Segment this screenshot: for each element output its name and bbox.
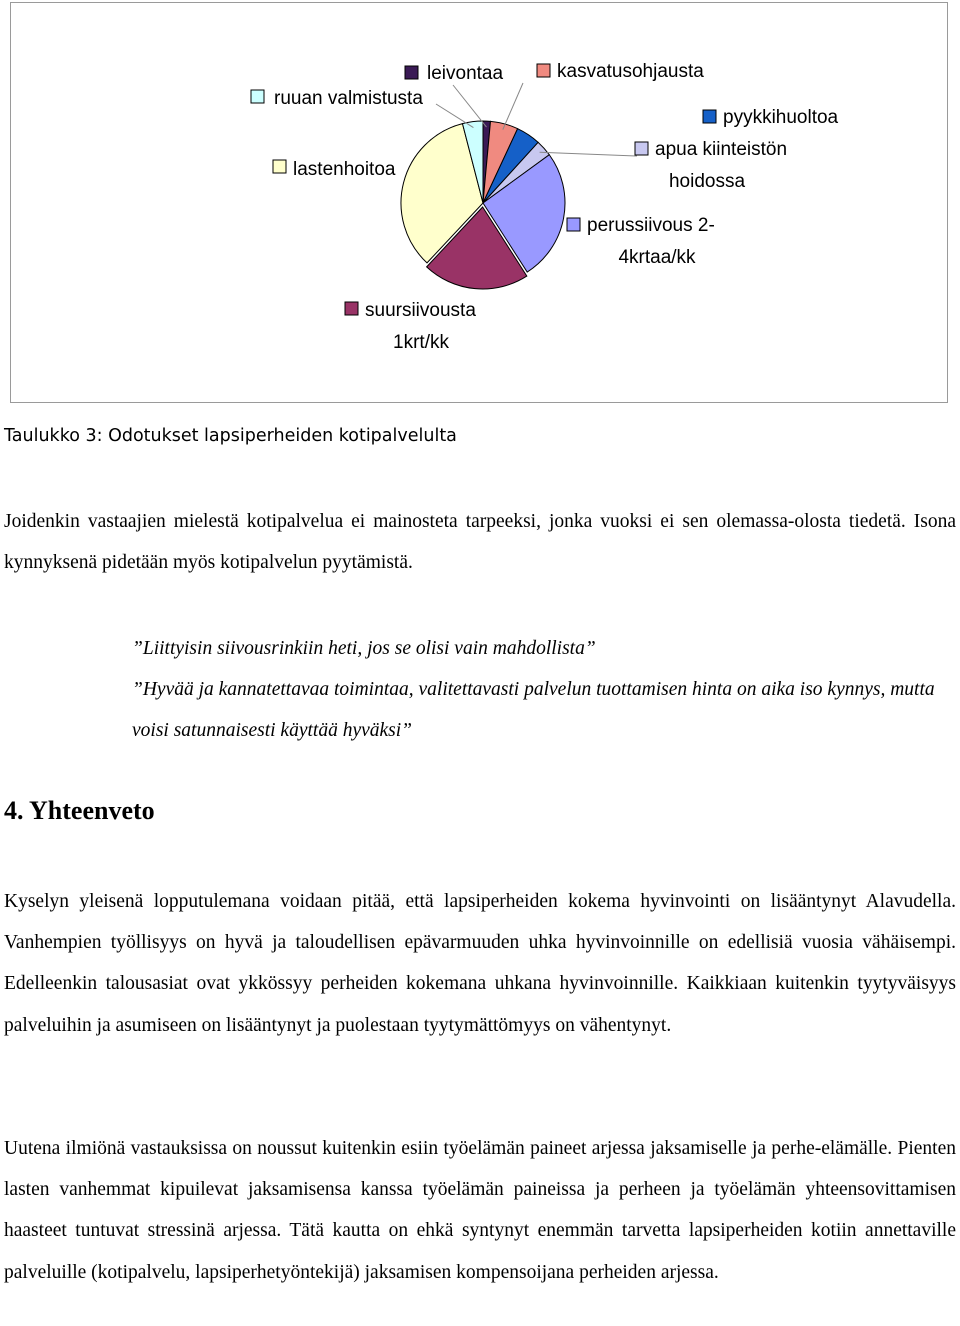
legend-swatch <box>405 66 418 79</box>
leader-line <box>540 152 637 156</box>
paragraph-summary: Kyselyn yleisenä lopputulemana voidaan pitää, että lapsiperheiden kokema hyvinvointi on lisääntynyt Alavudella. Vanhempien työllisyys on hyvä ja taloudellisen epävarmuuden uhka hyvinvoinnille on edellisiä vuosia vähäisempi. Edelleenkin talousasiat ovat ykkössyy perheiden kokemana uhkana hyvinvoinnille. Kaikkiaan kuitenkin tyytyväisyys palveluihin ja asumiseen on lisääntynyt ja puolestaan tyytymättömyys on vähentynyt. <box>4 891 956 1036</box>
leader-line <box>453 85 486 127</box>
section-heading: 4. Yhteenveto <box>4 796 155 825</box>
paragraph-advertising: Joidenkin vastaajien mielestä kotipalvelua ei mainosteta tarpeeksi, jonka vuoksi ei sen olemassa-olosta tiedetä. Isona kynnyksenä pidetään myös kotipalvelun pyytämistä. <box>4 511 956 574</box>
quote-price-threshold: ”Hyvää ja kannatettavaa toimintaa, valitettavasti palvelun tuottamisen hinta on aika iso kynnys, mutta voisi satunnaisesti käyttää hyväksi” <box>132 679 935 741</box>
leader-line <box>503 83 523 130</box>
legend-label-line2: 4krtaa/kk <box>618 247 696 268</box>
legend-label-line2: 1krt/kk <box>393 332 449 353</box>
legend-swatch <box>635 142 648 155</box>
legend-label-line2: hoidossa <box>668 171 746 192</box>
legend-label: perussiivous 2- <box>587 215 715 236</box>
legend-swatch <box>273 160 286 173</box>
legend-label: leivontaa <box>427 63 504 84</box>
leader-line <box>436 104 473 128</box>
legend-swatch <box>703 110 716 123</box>
legend-label: apua kiinteistön <box>655 139 788 160</box>
table-caption: Taulukko 3: Odotukset lapsiperheiden kotipalvelulta <box>4 426 457 446</box>
legend-label: kasvatusohjausta <box>557 61 704 82</box>
paragraph-work-pressure: Uutena ilmiönä vastauksissa on noussut kuitenkin esiin työelämän paineet arjessa jaksamiselle ja perhe-elämälle. Pienten lasten vanhemmat kipuilevat jaksamisensa kanssa työelämän paineissa ja perheen ja työelämän yhteensovittamisen haasteet tuntuvat stressinä arjessa. Tätä kautta on ehkä syntynyt enemmän tarvetta lapsiperheiden kotiin annettaville palveluille (kotipalvelu, lapsiperhetyöntekijä) jaksamisen kompensoijana perheiden arjessa. <box>4 1138 956 1283</box>
legend-swatch <box>345 302 358 315</box>
legend-label: lastenhoitoa <box>293 159 396 180</box>
legend-label: pyykkihuoltoa <box>723 107 839 128</box>
legend-label: ruuan valmistusta <box>274 88 423 109</box>
quote-cleaning-ring: ”Liittyisin siivousrinkiin heti, jos se olisi vain mahdollista” <box>132 638 596 659</box>
legend-swatch <box>251 90 264 103</box>
pie-chart-frame <box>10 2 948 403</box>
legend-swatch <box>537 64 550 77</box>
pie-chart <box>11 3 949 404</box>
legend-label: suursiivousta <box>365 300 476 321</box>
legend-swatch <box>567 218 580 231</box>
